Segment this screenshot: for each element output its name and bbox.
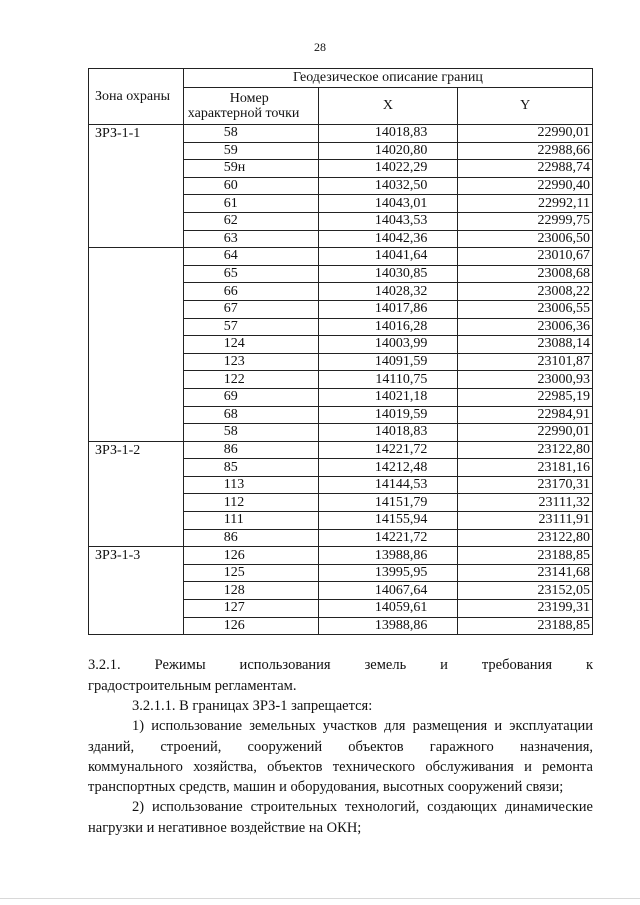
x-cell: 14019,59 bbox=[318, 406, 458, 424]
point-cell: 66 bbox=[183, 283, 318, 301]
y-cell: 23111,32 bbox=[458, 494, 593, 512]
x-cell: 14155,94 bbox=[318, 512, 458, 530]
scan-edge-divider bbox=[0, 898, 640, 899]
y-cell: 23111,91 bbox=[458, 512, 593, 530]
y-cell: 22988,74 bbox=[458, 160, 593, 178]
y-column-header: Y bbox=[458, 88, 593, 125]
x-cell: 14043,01 bbox=[318, 195, 458, 213]
point-cell: 63 bbox=[183, 230, 318, 248]
x-cell: 14110,75 bbox=[318, 371, 458, 389]
item1-line1: 1) использование земельных участков для размещения и эксплуатации bbox=[132, 718, 593, 734]
point-cell: 127 bbox=[183, 600, 318, 618]
x-cell: 14018,83 bbox=[318, 125, 458, 143]
point-number-header-line2: характерной точки bbox=[187, 106, 300, 121]
y-cell: 22984,91 bbox=[458, 406, 593, 424]
x-cell: 14032,50 bbox=[318, 177, 458, 195]
x-cell: 13988,86 bbox=[318, 547, 458, 565]
point-cell: 111 bbox=[183, 512, 318, 530]
x-cell: 14018,83 bbox=[318, 424, 458, 442]
x-cell: 14041,64 bbox=[318, 248, 458, 266]
point-cell: 126 bbox=[183, 547, 318, 565]
x-cell: 14151,79 bbox=[318, 494, 458, 512]
x-cell: 13995,95 bbox=[318, 564, 458, 582]
point-cell: 86 bbox=[183, 529, 318, 547]
subsection-heading: 3.2.1.1. В границах ЗРЗ-1 запрещается: bbox=[132, 698, 373, 714]
y-cell: 23088,14 bbox=[458, 336, 593, 354]
point-cell: 58 bbox=[183, 424, 318, 442]
point-cell: 58 bbox=[183, 125, 318, 143]
y-cell: 23122,80 bbox=[458, 529, 593, 547]
table-row bbox=[89, 248, 593, 266]
x-cell: 14017,86 bbox=[318, 300, 458, 318]
point-cell: 124 bbox=[183, 336, 318, 354]
x-cell: 14042,36 bbox=[318, 230, 458, 248]
point-cell: 85 bbox=[183, 459, 318, 477]
y-cell: 22990,01 bbox=[458, 125, 593, 143]
point-cell: 59 bbox=[183, 142, 318, 160]
y-cell: 23170,31 bbox=[458, 476, 593, 494]
y-cell: 23010,67 bbox=[458, 248, 593, 266]
x-cell: 14043,53 bbox=[318, 212, 458, 230]
point-number-header bbox=[183, 88, 318, 125]
zone-cell: ЗРЗ-1-3 bbox=[89, 547, 184, 635]
point-cell: 59н bbox=[183, 160, 318, 178]
y-cell: 23152,05 bbox=[458, 582, 593, 600]
y-cell: 22988,66 bbox=[458, 142, 593, 160]
x-cell: 14059,61 bbox=[318, 600, 458, 618]
section-heading-line1: 3.2.1. Режимы использования земель и требования к bbox=[88, 657, 593, 673]
point-cell: 60 bbox=[183, 177, 318, 195]
coordinates-table bbox=[88, 68, 593, 635]
page-number: 28 bbox=[314, 40, 326, 54]
point-cell: 68 bbox=[183, 406, 318, 424]
table-row bbox=[89, 441, 593, 459]
x-cell: 14003,99 bbox=[318, 336, 458, 354]
zone-cell: ЗРЗ-1-1 bbox=[89, 125, 184, 248]
y-cell: 23141,68 bbox=[458, 564, 593, 582]
y-cell: 23188,85 bbox=[458, 617, 593, 635]
y-cell: 23101,87 bbox=[458, 353, 593, 371]
x-cell: 14030,85 bbox=[318, 265, 458, 283]
item2-line1: 2) использование строительных технологий, создающих динамические bbox=[132, 799, 593, 815]
point-cell: 122 bbox=[183, 371, 318, 389]
x-cell: 14067,64 bbox=[318, 582, 458, 600]
geodesic-description-header: Геодезическое описание границ bbox=[183, 69, 592, 88]
table-row bbox=[89, 547, 593, 565]
x-cell: 14144,53 bbox=[318, 476, 458, 494]
x-cell: 14212,48 bbox=[318, 459, 458, 477]
x-cell: 14020,80 bbox=[318, 142, 458, 160]
x-cell: 14028,32 bbox=[318, 283, 458, 301]
y-cell: 23008,68 bbox=[458, 265, 593, 283]
point-cell: 62 bbox=[183, 212, 318, 230]
point-number-header-line1: Номер bbox=[229, 90, 269, 106]
item1-line4: транспортных средств, машин и оборудования, высотных сооружений связи; bbox=[88, 779, 564, 795]
point-cell: 69 bbox=[183, 388, 318, 406]
zone-cell: ЗРЗ-1-2 bbox=[89, 441, 184, 547]
y-cell: 23008,22 bbox=[458, 283, 593, 301]
y-cell: 23199,31 bbox=[458, 600, 593, 618]
point-cell: 86 bbox=[183, 441, 318, 459]
point-cell: 123 bbox=[183, 353, 318, 371]
zone-column-header: Зона охраны bbox=[89, 69, 184, 125]
x-cell: 14016,28 bbox=[318, 318, 458, 336]
item2-line2: нагрузки и негативное воздействие на ОКН; bbox=[88, 820, 362, 836]
y-cell: 22990,01 bbox=[458, 424, 593, 442]
section-heading-line2: градостроительным регламентам. bbox=[88, 678, 297, 694]
y-cell: 22990,40 bbox=[458, 177, 593, 195]
x-cell: 14021,18 bbox=[318, 388, 458, 406]
point-cell: 67 bbox=[183, 300, 318, 318]
y-cell: 23006,50 bbox=[458, 230, 593, 248]
x-cell: 14221,72 bbox=[318, 529, 458, 547]
x-column-header: X bbox=[318, 88, 458, 125]
point-cell: 125 bbox=[183, 564, 318, 582]
x-cell: 14091,59 bbox=[318, 353, 458, 371]
x-cell: 14221,72 bbox=[318, 441, 458, 459]
y-cell: 23006,55 bbox=[458, 300, 593, 318]
point-cell: 112 bbox=[183, 494, 318, 512]
point-cell: 126 bbox=[183, 617, 318, 635]
y-cell: 23006,36 bbox=[458, 318, 593, 336]
point-cell: 113 bbox=[183, 476, 318, 494]
item1-line3: коммунального хозяйства, объектов технического обслуживания и ремонта bbox=[88, 759, 593, 775]
zone-cell bbox=[89, 248, 184, 442]
y-cell: 22985,19 bbox=[458, 388, 593, 406]
y-cell: 23181,16 bbox=[458, 459, 593, 477]
table-row bbox=[89, 125, 593, 143]
point-cell: 128 bbox=[183, 582, 318, 600]
x-cell: 13988,86 bbox=[318, 617, 458, 635]
y-cell: 22992,11 bbox=[458, 195, 593, 213]
table-body bbox=[89, 125, 593, 635]
point-cell: 64 bbox=[183, 248, 318, 266]
point-cell: 61 bbox=[183, 195, 318, 213]
y-cell: 22999,75 bbox=[458, 212, 593, 230]
y-cell: 23000,93 bbox=[458, 371, 593, 389]
item1-line2: зданий, строений, сооружений объектов гаражного назначения, bbox=[88, 739, 593, 755]
x-cell: 14022,29 bbox=[318, 160, 458, 178]
y-cell: 23122,80 bbox=[458, 441, 593, 459]
point-cell: 57 bbox=[183, 318, 318, 336]
y-cell: 23188,85 bbox=[458, 547, 593, 565]
point-cell: 65 bbox=[183, 265, 318, 283]
